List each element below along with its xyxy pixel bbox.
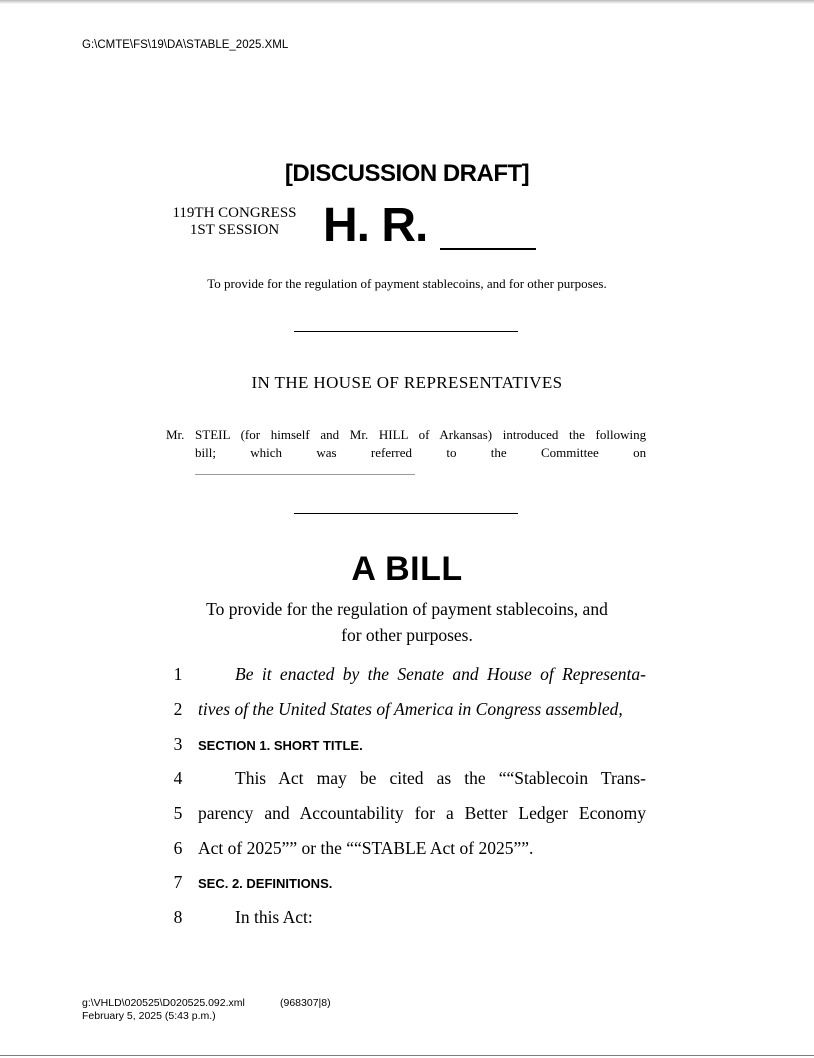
line-text-short-title: This Act may be cited as the ““Stablecoin Trans- — [235, 768, 646, 788]
line-text-enacting-clause: Be it enacted by the Senate and House of Representa- — [235, 664, 646, 684]
footer-date: February 5, 2025 (5:43 p.m.) — [82, 1010, 216, 1022]
committee-blank-line — [195, 474, 415, 475]
file-path-header: G:\CMTE\FS\19\DA\STABLE_2025.XML — [82, 39, 289, 51]
introduction-line-2: bill; which was referred to the Committee on — [195, 445, 647, 460]
divider-rule-top — [294, 331, 518, 332]
section-heading-definitions: SEC. 2. DEFINITIONS. — [198, 876, 333, 891]
purpose-statement-short: To provide for the regulation of payment stablecoins, and for other purposes. — [207, 276, 607, 291]
session-label: 1ST SESSION — [189, 222, 280, 238]
line-number: 7 — [173, 872, 183, 892]
line-number: 5 — [173, 803, 183, 823]
congress-session-block — [162, 205, 307, 239]
line-number: 6 — [173, 838, 183, 858]
bill-number-title: H. R. — [323, 199, 428, 252]
page-bottom-edge — [0, 1055, 814, 1056]
line-text-short-title: parency and Accountability for a Better Ledger Economy — [198, 803, 646, 823]
bill-heading: A BILL — [351, 550, 463, 588]
section-heading-short-title: SECTION 1. SHORT TITLE. — [198, 738, 363, 753]
bill-purpose — [150, 596, 664, 648]
congress-label: 119TH CONGRESS — [172, 205, 297, 221]
page-top-shadow — [0, 0, 814, 4]
introduction-line-1: Mr. STEIL (for himself and Mr. HILL of Arkansas) introduced the following — [166, 427, 647, 442]
line-text-short-title: Act of 2025”” or the ““STABLE Act of 2025””. — [198, 838, 534, 858]
footer-file-path: g:\VHLD\020525\D020525.092.xml — [82, 997, 245, 1009]
divider-rule-bottom — [294, 513, 518, 514]
house-header: IN THE HOUSE OF REPRESENTATIVES — [251, 373, 563, 392]
line-number: 8 — [173, 907, 183, 927]
footer — [82, 997, 331, 1023]
line-text-definitions: In this Act: — [235, 907, 313, 927]
bill-purpose-line-2: for other purposes. — [341, 625, 473, 645]
bill-purpose-line-1: To provide for the regulation of payment stablecoins, and — [206, 599, 608, 619]
line-number: 2 — [173, 699, 183, 719]
line-text-enacting-clause: tives of the United States of America in Congress assembled, — [198, 699, 623, 719]
bill-number-blank-line — [440, 248, 536, 250]
line-number: 1 — [173, 664, 183, 684]
line-number: 4 — [173, 768, 183, 788]
discussion-draft-label: [DISCUSSION DRAFT] — [284, 160, 530, 187]
line-number: 3 — [173, 734, 183, 754]
footer-job-number: (968307|8) — [280, 997, 331, 1009]
